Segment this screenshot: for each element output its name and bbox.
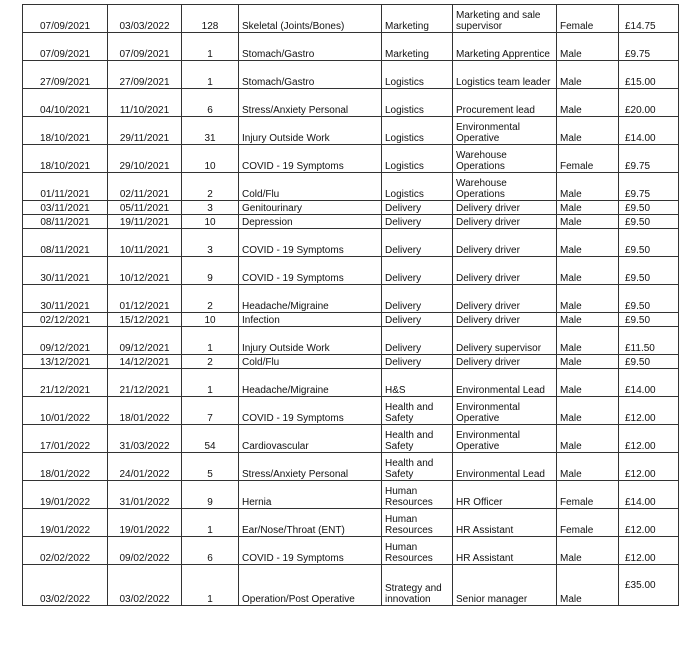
gender-cell: Male [557,33,619,61]
gender-cell: Female [557,5,619,33]
end-date-cell: 29/11/2021 [108,117,182,145]
reason-cell: Hernia [239,481,382,509]
reason-cell: Ear/Nose/Throat (ENT) [239,509,382,537]
gender-cell: Male [557,313,619,327]
reason-cell: COVID - 19 Symptoms [239,229,382,257]
gender-cell: Female [557,145,619,173]
reason-cell: COVID - 19 Symptoms [239,537,382,565]
days-cell: 9 [182,481,239,509]
job-role-cell: Delivery driver [453,201,557,215]
department-cell: Health and Safety [382,397,453,425]
department-cell: Delivery [382,313,453,327]
gender-cell: Male [557,61,619,89]
reason-cell: Cold/Flu [239,173,382,201]
end-date-cell: 11/10/2021 [108,89,182,117]
job-role-cell: Delivery driver [453,257,557,285]
end-date-cell: 14/12/2021 [108,355,182,369]
days-cell: 6 [182,89,239,117]
gender-cell: Male [557,453,619,481]
end-date-cell: 05/11/2021 [108,201,182,215]
table-row [23,33,679,61]
days-cell: 128 [182,5,239,33]
end-date-cell: 07/09/2021 [108,33,182,61]
job-role-cell: Delivery driver [453,229,557,257]
start-date-cell: 18/10/2021 [23,117,108,145]
reason-cell: Headache/Migraine [239,369,382,397]
table-row [23,369,679,397]
end-date-cell: 03/02/2022 [108,565,182,606]
job-role-cell: Warehouse Operations [453,145,557,173]
table-row [23,481,679,509]
end-date-cell: 29/10/2021 [108,145,182,173]
gender-cell: Male [557,355,619,369]
job-role-cell: Marketing Apprentice [453,33,557,61]
job-role-cell: Procurement lead [453,89,557,117]
days-cell: 3 [182,229,239,257]
days-cell: 1 [182,327,239,355]
days-cell: 10 [182,145,239,173]
table-row [23,327,679,355]
end-date-cell: 31/03/2022 [108,425,182,453]
pay-rate-cell: £9.50 [619,229,679,257]
reason-cell: Operation/Post Operative [239,565,382,606]
days-cell: 2 [182,173,239,201]
department-cell: Delivery [382,201,453,215]
end-date-cell: 27/09/2021 [108,61,182,89]
pay-rate-cell: £20.00 [619,89,679,117]
reason-cell: COVID - 19 Symptoms [239,145,382,173]
gender-cell: Male [557,173,619,201]
pay-rate-cell: £9.50 [619,355,679,369]
pay-rate-cell: £35.00 [619,565,679,606]
department-cell: Human Resources [382,509,453,537]
gender-cell: Male [557,537,619,565]
pay-rate-cell: £9.75 [619,145,679,173]
department-cell: Logistics [382,61,453,89]
reason-cell: Headache/Migraine [239,285,382,313]
pay-rate-cell: £9.75 [619,33,679,61]
job-role-cell: Senior manager [453,565,557,606]
department-cell: Marketing [382,5,453,33]
job-role-cell: Environmental Lead [453,369,557,397]
gender-cell: Male [557,117,619,145]
gender-cell: Male [557,229,619,257]
reason-cell: COVID - 19 Symptoms [239,397,382,425]
reason-cell: Injury Outside Work [239,117,382,145]
start-date-cell: 30/11/2021 [23,257,108,285]
department-cell: Human Resources [382,481,453,509]
job-role-cell: Delivery driver [453,355,557,369]
days-cell: 1 [182,61,239,89]
start-date-cell: 08/11/2021 [23,215,108,229]
table-row [23,173,679,201]
gender-cell: Male [557,257,619,285]
table-row [23,257,679,285]
start-date-cell: 09/12/2021 [23,327,108,355]
pay-rate-cell: £12.00 [619,397,679,425]
start-date-cell: 17/01/2022 [23,425,108,453]
start-date-cell: 30/11/2021 [23,285,108,313]
reason-cell: Skeletal (Joints/Bones) [239,5,382,33]
pay-rate-cell: £12.00 [619,509,679,537]
start-date-cell: 03/02/2022 [23,565,108,606]
gender-cell: Female [557,509,619,537]
reason-cell: Stomach/Gastro [239,33,382,61]
start-date-cell: 03/11/2021 [23,201,108,215]
days-cell: 31 [182,117,239,145]
department-cell: Strategy and innovation [382,565,453,606]
department-cell: Human Resources [382,537,453,565]
pay-rate-cell: £11.50 [619,327,679,355]
table-row [23,453,679,481]
days-cell: 1 [182,509,239,537]
start-date-cell: 08/11/2021 [23,229,108,257]
reason-cell: Cardiovascular [239,425,382,453]
gender-cell: Male [557,397,619,425]
reason-cell: Infection [239,313,382,327]
job-role-cell: HR Assistant [453,509,557,537]
job-role-cell: Marketing and sale supervisor [453,5,557,33]
department-cell: Health and Safety [382,453,453,481]
department-cell: Health and Safety [382,425,453,453]
pay-rate-cell: £9.50 [619,313,679,327]
pay-rate-cell: £9.50 [619,215,679,229]
gender-cell: Female [557,481,619,509]
pay-rate-cell: £14.75 [619,5,679,33]
department-cell: Marketing [382,33,453,61]
reason-cell: Stress/Anxiety Personal [239,453,382,481]
table-row [23,397,679,425]
days-cell: 54 [182,425,239,453]
table-row [23,5,679,33]
end-date-cell: 09/02/2022 [108,537,182,565]
days-cell: 2 [182,285,239,313]
start-date-cell: 13/12/2021 [23,355,108,369]
start-date-cell: 02/02/2022 [23,537,108,565]
end-date-cell: 19/11/2021 [108,215,182,229]
job-role-cell: Warehouse Operations [453,173,557,201]
department-cell: Logistics [382,89,453,117]
gender-cell: Male [557,565,619,606]
end-date-cell: 31/01/2022 [108,481,182,509]
end-date-cell: 15/12/2021 [108,313,182,327]
table-row [23,201,679,215]
pay-rate-cell: £12.00 [619,537,679,565]
job-role-cell: Delivery driver [453,215,557,229]
table-row [23,425,679,453]
sickness-records-table [22,4,679,606]
reason-cell: Cold/Flu [239,355,382,369]
pay-rate-cell: £9.50 [619,257,679,285]
start-date-cell: 18/10/2021 [23,145,108,173]
gender-cell: Male [557,369,619,397]
start-date-cell: 27/09/2021 [23,61,108,89]
gender-cell: Male [557,215,619,229]
end-date-cell: 10/12/2021 [108,257,182,285]
gender-cell: Male [557,327,619,355]
job-role-cell: Delivery driver [453,285,557,313]
gender-cell: Male [557,89,619,117]
days-cell: 1 [182,33,239,61]
table-row [23,117,679,145]
table-body [23,5,679,606]
pay-rate-cell: £14.00 [619,117,679,145]
end-date-cell: 03/03/2022 [108,5,182,33]
table-row [23,145,679,173]
start-date-cell: 01/11/2021 [23,173,108,201]
days-cell: 3 [182,201,239,215]
end-date-cell: 18/01/2022 [108,397,182,425]
department-cell: Delivery [382,285,453,313]
table-row [23,509,679,537]
start-date-cell: 07/09/2021 [23,5,108,33]
table-row [23,89,679,117]
table-row [23,355,679,369]
job-role-cell: Environmental Lead [453,453,557,481]
job-role-cell: Delivery driver [453,313,557,327]
days-cell: 6 [182,537,239,565]
table-row [23,565,679,606]
job-role-cell: HR Assistant [453,537,557,565]
pay-rate-cell: £9.50 [619,201,679,215]
table-row [23,537,679,565]
reason-cell: Stomach/Gastro [239,61,382,89]
start-date-cell: 07/09/2021 [23,33,108,61]
pay-rate-cell: £14.00 [619,369,679,397]
job-role-cell: Environmental Operative [453,397,557,425]
days-cell: 1 [182,565,239,606]
start-date-cell: 21/12/2021 [23,369,108,397]
table-row [23,229,679,257]
end-date-cell: 24/01/2022 [108,453,182,481]
department-cell: Delivery [382,355,453,369]
end-date-cell: 01/12/2021 [108,285,182,313]
gender-cell: Male [557,285,619,313]
end-date-cell: 10/11/2021 [108,229,182,257]
start-date-cell: 04/10/2021 [23,89,108,117]
job-role-cell: Environmental Operative [453,117,557,145]
reason-cell: Injury Outside Work [239,327,382,355]
pay-rate-cell: £15.00 [619,61,679,89]
gender-cell: Male [557,425,619,453]
days-cell: 10 [182,215,239,229]
department-cell: Delivery [382,229,453,257]
department-cell: Logistics [382,145,453,173]
department-cell: Delivery [382,327,453,355]
days-cell: 7 [182,397,239,425]
department-cell: Delivery [382,215,453,229]
gender-cell: Male [557,201,619,215]
end-date-cell: 09/12/2021 [108,327,182,355]
reason-cell: COVID - 19 Symptoms [239,257,382,285]
job-role-cell: Delivery supervisor [453,327,557,355]
start-date-cell: 02/12/2021 [23,313,108,327]
start-date-cell: 19/01/2022 [23,509,108,537]
end-date-cell: 21/12/2021 [108,369,182,397]
table-row [23,285,679,313]
pay-rate-cell: £14.00 [619,481,679,509]
department-cell: Logistics [382,173,453,201]
start-date-cell: 19/01/2022 [23,481,108,509]
job-role-cell: Logistics team leader [453,61,557,89]
reason-cell: Stress/Anxiety Personal [239,89,382,117]
job-role-cell: Environmental Operative [453,425,557,453]
table-row [23,215,679,229]
pay-rate-cell: £12.00 [619,453,679,481]
reason-cell: Genitourinary [239,201,382,215]
days-cell: 5 [182,453,239,481]
job-role-cell: HR Officer [453,481,557,509]
start-date-cell: 18/01/2022 [23,453,108,481]
reason-cell: Depression [239,215,382,229]
table-row [23,61,679,89]
end-date-cell: 19/01/2022 [108,509,182,537]
end-date-cell: 02/11/2021 [108,173,182,201]
days-cell: 10 [182,313,239,327]
pay-rate-cell: £9.75 [619,173,679,201]
department-cell: H&S [382,369,453,397]
table-row [23,313,679,327]
days-cell: 2 [182,355,239,369]
department-cell: Delivery [382,257,453,285]
pay-rate-cell: £12.00 [619,425,679,453]
days-cell: 1 [182,369,239,397]
days-cell: 9 [182,257,239,285]
start-date-cell: 10/01/2022 [23,397,108,425]
department-cell: Logistics [382,117,453,145]
pay-rate-cell: £9.50 [619,285,679,313]
